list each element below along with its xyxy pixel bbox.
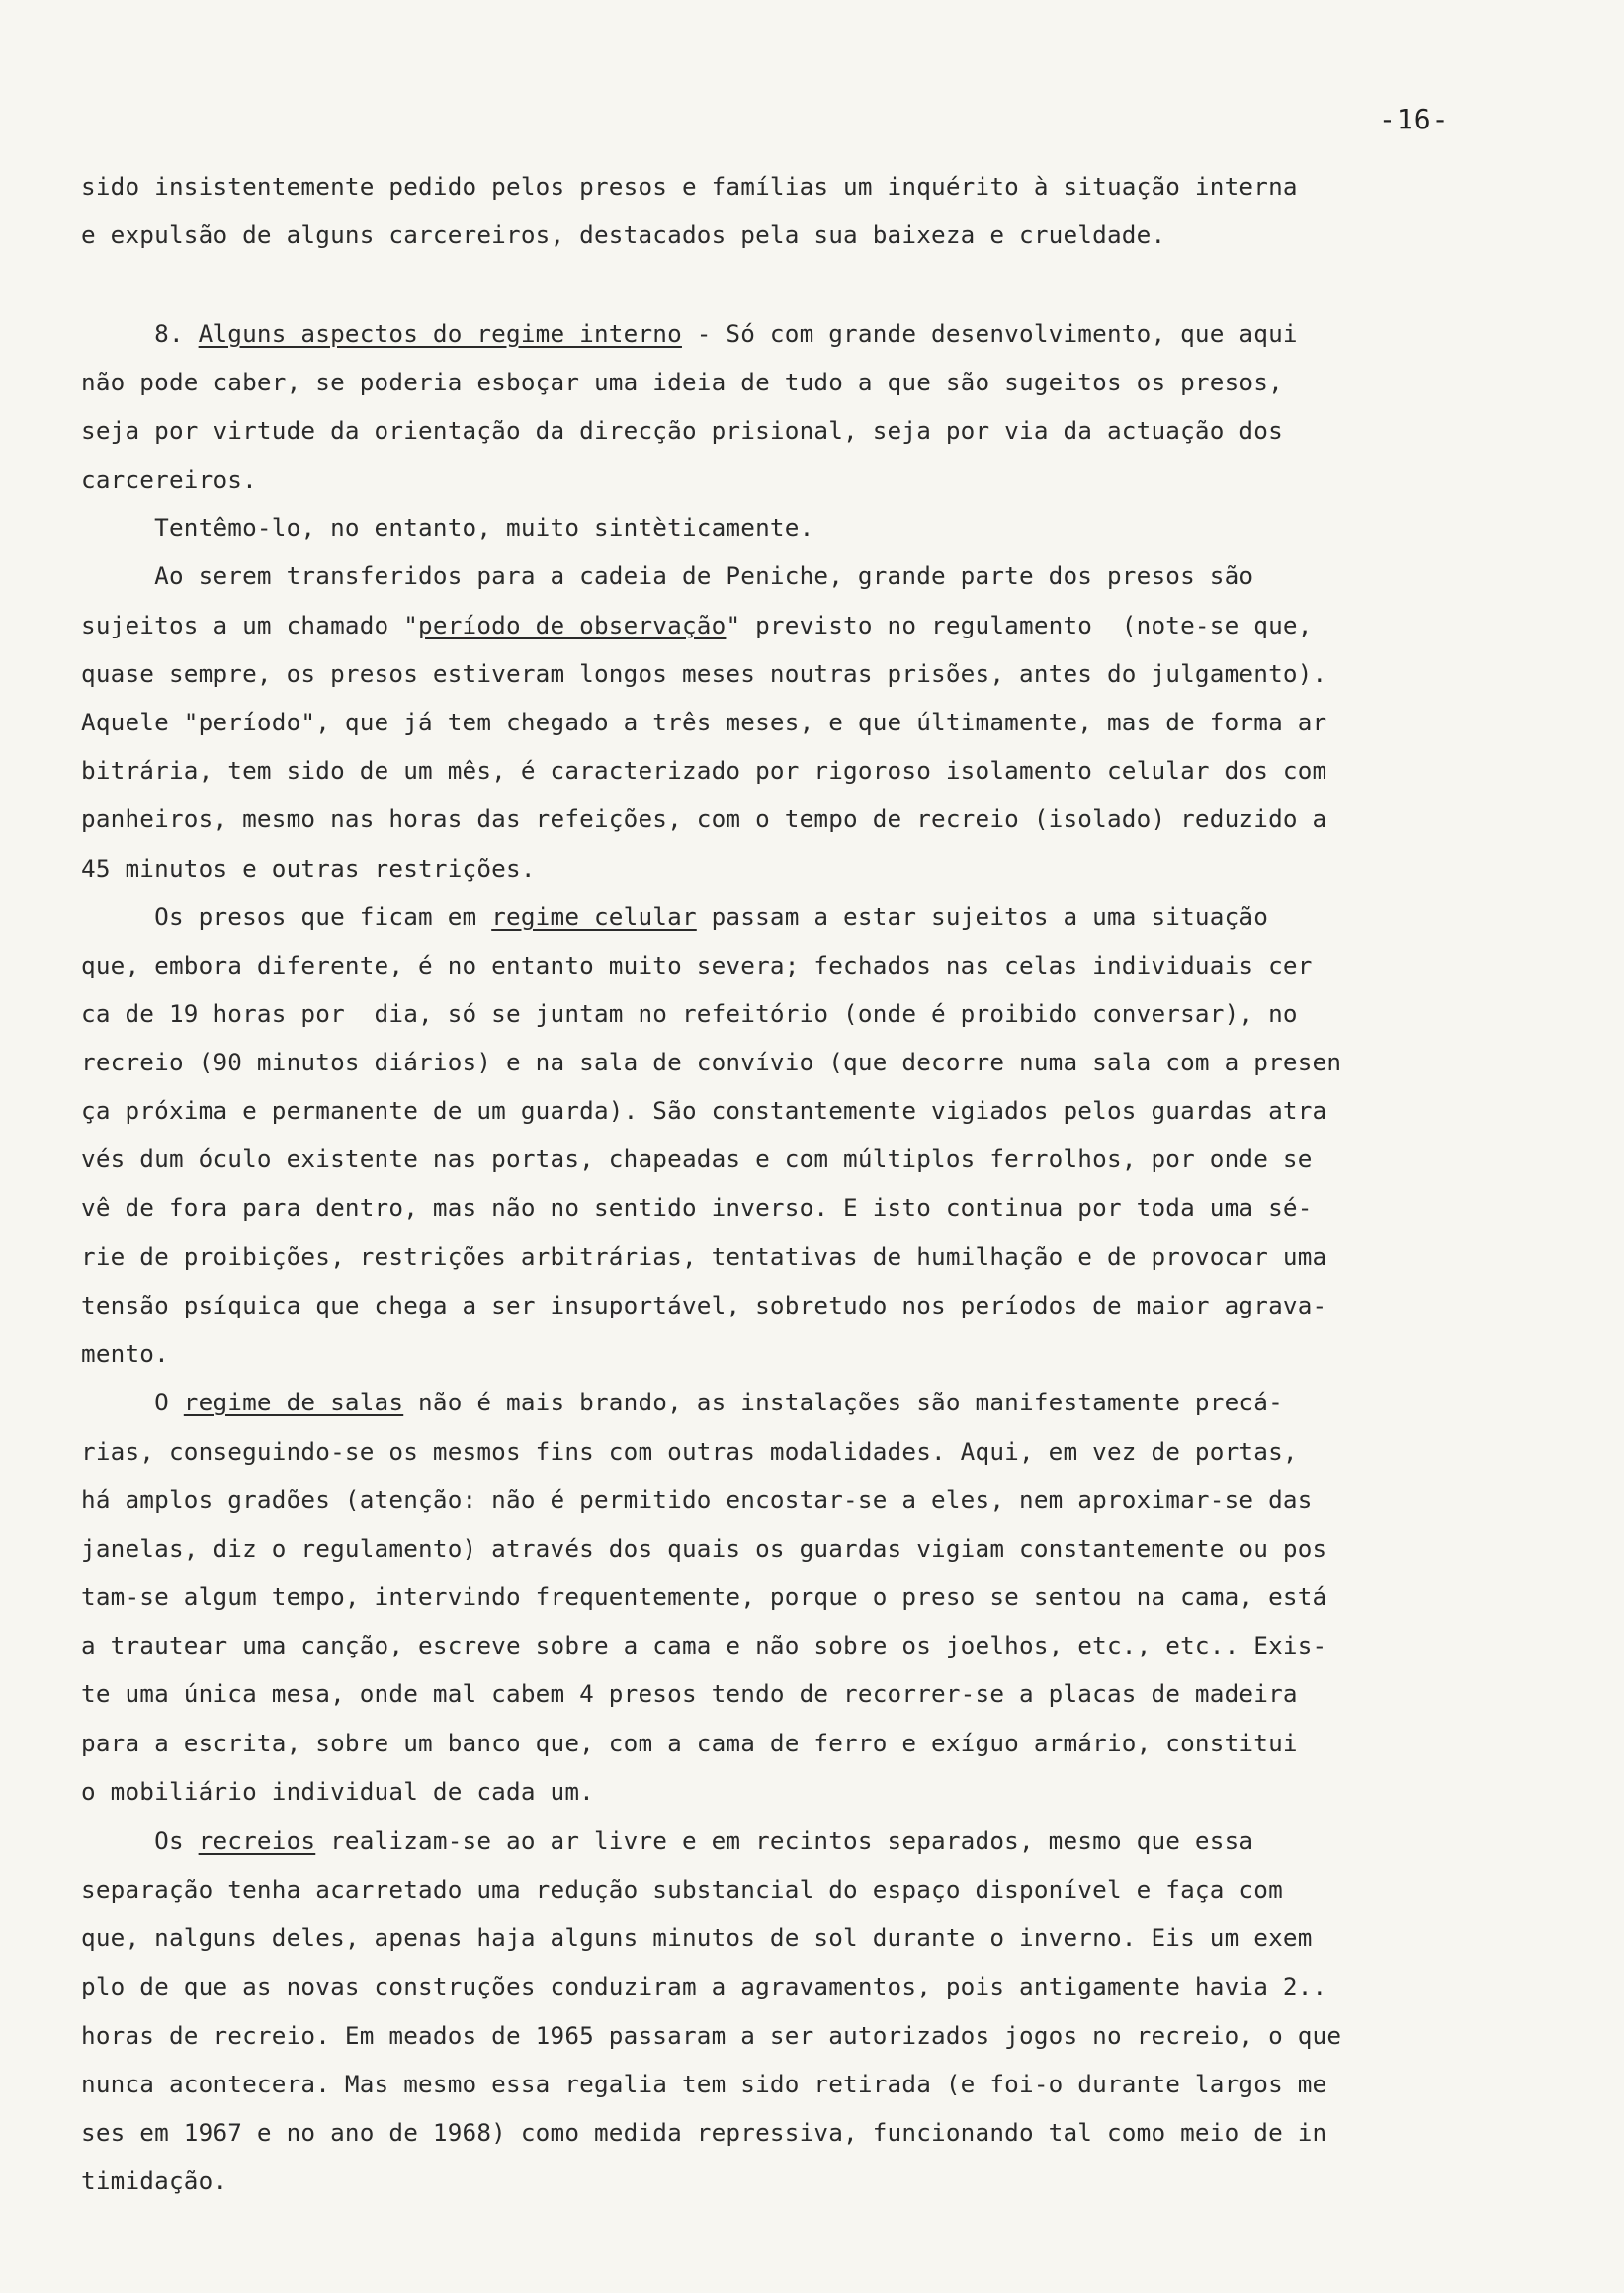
text-segment: vés dum óculo existente nas portas, chapeadas e com múltiplos ferrolhos, por onde se xyxy=(81,1145,1313,1173)
text-line xyxy=(81,172,1504,202)
text-line xyxy=(81,1777,1504,1807)
text-line xyxy=(81,951,1504,980)
text-segment: Os xyxy=(81,1826,199,1855)
text-segment: - Só com grande desenvolvimento, que aqui xyxy=(681,319,1298,348)
text-line xyxy=(81,319,1504,349)
text-segment: timidação. xyxy=(81,2166,228,2195)
text-line xyxy=(81,1048,1504,1077)
text-line xyxy=(81,1875,1504,1905)
text-line xyxy=(81,561,1504,591)
text-line xyxy=(81,611,1504,640)
text-line xyxy=(81,1339,1504,1369)
text-line xyxy=(81,1679,1504,1709)
text-segment: há amplos gradões (atenção: não é permitido encostar-se a eles, nem aproximar-se das xyxy=(81,1486,1313,1514)
text-segment: sido insistentemente pedido pelos presos e famílias um inquérito à situação interna xyxy=(81,172,1298,201)
text-segment: não é mais brando, as instalações são manifestamente precá- xyxy=(403,1388,1283,1416)
text-segment: nunca acontecera. Mas mesmo essa regalia tem sido retirada (e foi-o durante largos me xyxy=(81,2070,1327,2098)
text-line xyxy=(81,756,1504,786)
text-segment: panheiros, mesmo nas horas das refeições, com o tempo de recreio (isolado) reduzido a xyxy=(81,805,1327,833)
text-segment: Tentêmo-lo, no entanto, muito sintèticamente. xyxy=(81,513,814,542)
text-segment: ça próxima e permanente de um guarda). São constantemente vigiados pelos guardas atra xyxy=(81,1096,1327,1125)
text-segment: carcereiros. xyxy=(81,466,257,494)
text-segment: não pode caber, se poderia esboçar uma ideia de tudo a que são sugeitos os presos, xyxy=(81,368,1283,396)
text-line xyxy=(81,659,1504,689)
text-segment: ca de 19 horas por dia, só se juntam no refeitório (onde é proibido conversar), no xyxy=(81,999,1298,1028)
underlined-text: período de observação xyxy=(418,611,727,639)
text-segment: O xyxy=(81,1388,184,1416)
text-segment: que, nalguns deles, apenas haja alguns minutos de sol durante o inverno. Eis um exem xyxy=(81,1923,1313,1952)
text-segment: 8. xyxy=(81,319,199,348)
text-segment: tensão psíquica que chega a ser insuportável, sobretudo nos períodos de maior agrava- xyxy=(81,1291,1327,1319)
text-segment: rie de proibições, restrições arbitrárias, tentativas de humilhação e de provocar uma xyxy=(81,1242,1327,1271)
text-segment: tam-se algum tempo, intervindo frequentemente, porque o preso se sentou na cama, está xyxy=(81,1582,1327,1611)
underlined-text: regime de salas xyxy=(183,1388,404,1416)
text-line xyxy=(81,1582,1504,1612)
text-segment: sujeitos a um chamado " xyxy=(81,611,419,639)
text-line xyxy=(81,902,1504,932)
text-segment: e expulsão de alguns carcereiros, destacados pela sua baixeza e crueldade. xyxy=(81,220,1166,249)
text-segment: Aquele "período", que já tem chegado a três meses, e que últimamente, mas de forma ar xyxy=(81,708,1327,736)
text-segment: passam a estar sujeitos a uma situação xyxy=(696,902,1269,931)
text-line xyxy=(81,1145,1504,1174)
text-segment: mento. xyxy=(81,1339,169,1368)
text-line xyxy=(81,416,1504,446)
text-line xyxy=(81,1193,1504,1223)
text-segment: rias, conseguindo-se os mesmos fins com outras modalidades. Aqui, em vez de portas, xyxy=(81,1437,1298,1466)
text-line xyxy=(81,1631,1504,1660)
text-line xyxy=(81,1534,1504,1564)
page-number: -16- xyxy=(1379,103,1450,135)
text-line xyxy=(81,1486,1504,1515)
underlined-text: regime celular xyxy=(491,902,697,931)
text-segment: separação tenha acarretado uma redução substancial do espaço disponível e faça com xyxy=(81,1875,1283,1904)
text-segment: horas de recreio. Em meados de 1965 passaram a ser autorizados jogos no recreio, o que xyxy=(81,2021,1342,2050)
text-segment: a trautear uma canção, escreve sobre a cama e não sobre os joelhos, etc., etc.. Exis- xyxy=(81,1631,1327,1659)
text-segment: Os presos que ficam em xyxy=(81,902,492,931)
text-line xyxy=(81,466,1504,495)
text-segment: Ao serem transferidos para a cadeia de Peniche, grande parte dos presos são xyxy=(81,561,1254,590)
text-line xyxy=(81,1437,1504,1467)
text-line xyxy=(81,1972,1504,2001)
text-line xyxy=(81,854,1504,884)
underlined-text: recreios xyxy=(198,1826,316,1855)
text-line xyxy=(81,1923,1504,1953)
text-line xyxy=(81,805,1504,834)
text-line xyxy=(81,1388,1504,1417)
text-line xyxy=(81,2021,1504,2051)
text-line xyxy=(81,708,1504,737)
text-line xyxy=(81,220,1504,250)
text-line xyxy=(81,368,1504,397)
text-segment: 45 minutos e outras restrições. xyxy=(81,854,536,883)
text-line xyxy=(81,2118,1504,2148)
text-segment: te uma única mesa, onde mal cabem 4 presos tendo de recorrer-se a placas de madeira xyxy=(81,1679,1298,1708)
text-segment: plo de que as novas construções conduziram a agravamentos, pois antigamente havia 2.. xyxy=(81,1972,1327,2000)
text-segment: que, embora diferente, é no entanto muito severa; fechados nas celas individuais cer xyxy=(81,951,1313,979)
text-line xyxy=(81,1291,1504,1320)
text-segment: recreio (90 minutos diários) e na sala de convívio (que decorre numa sala com a presen xyxy=(81,1048,1342,1076)
text-line xyxy=(81,2070,1504,2099)
text-line xyxy=(81,1729,1504,1758)
text-line xyxy=(81,1096,1504,1126)
text-segment: seja por virtude da orientação da direcção prisional, seja por via da actuação dos xyxy=(81,416,1283,445)
text-line xyxy=(81,1242,1504,1272)
text-segment: o mobiliário individual de cada um. xyxy=(81,1777,594,1806)
text-segment: para a escrita, sobre um banco que, com a cama de ferro e exíguo armário, constitui xyxy=(81,1729,1298,1757)
text-segment: bitrária, tem sido de um mês, é caracterizado por rigoroso isolamento celular dos com xyxy=(81,756,1327,785)
text-line xyxy=(81,1826,1504,1856)
text-line xyxy=(81,999,1504,1029)
text-segment: realizam-se ao ar livre e em recintos separados, mesmo que essa xyxy=(315,1826,1254,1855)
text-segment: " previsto no regulamento (note-se que, xyxy=(726,611,1313,639)
text-segment: ses em 1967 e no ano de 1968) como medida repressiva, funcionando tal como meio de in xyxy=(81,2118,1327,2147)
text-segment: vê de fora para dentro, mas não no sentido inverso. E isto continua por toda uma sé- xyxy=(81,1193,1313,1222)
text-segment: janelas, diz o regulamento) através dos quais os guardas vigiam constantemente ou pos xyxy=(81,1534,1327,1563)
underlined-text: Alguns aspectos do regime interno xyxy=(198,319,682,348)
text-line xyxy=(81,2166,1504,2196)
text-segment: quase sempre, os presos estiveram longos meses noutras prisões, antes do julgamento). xyxy=(81,659,1327,688)
text-line xyxy=(81,513,1504,543)
